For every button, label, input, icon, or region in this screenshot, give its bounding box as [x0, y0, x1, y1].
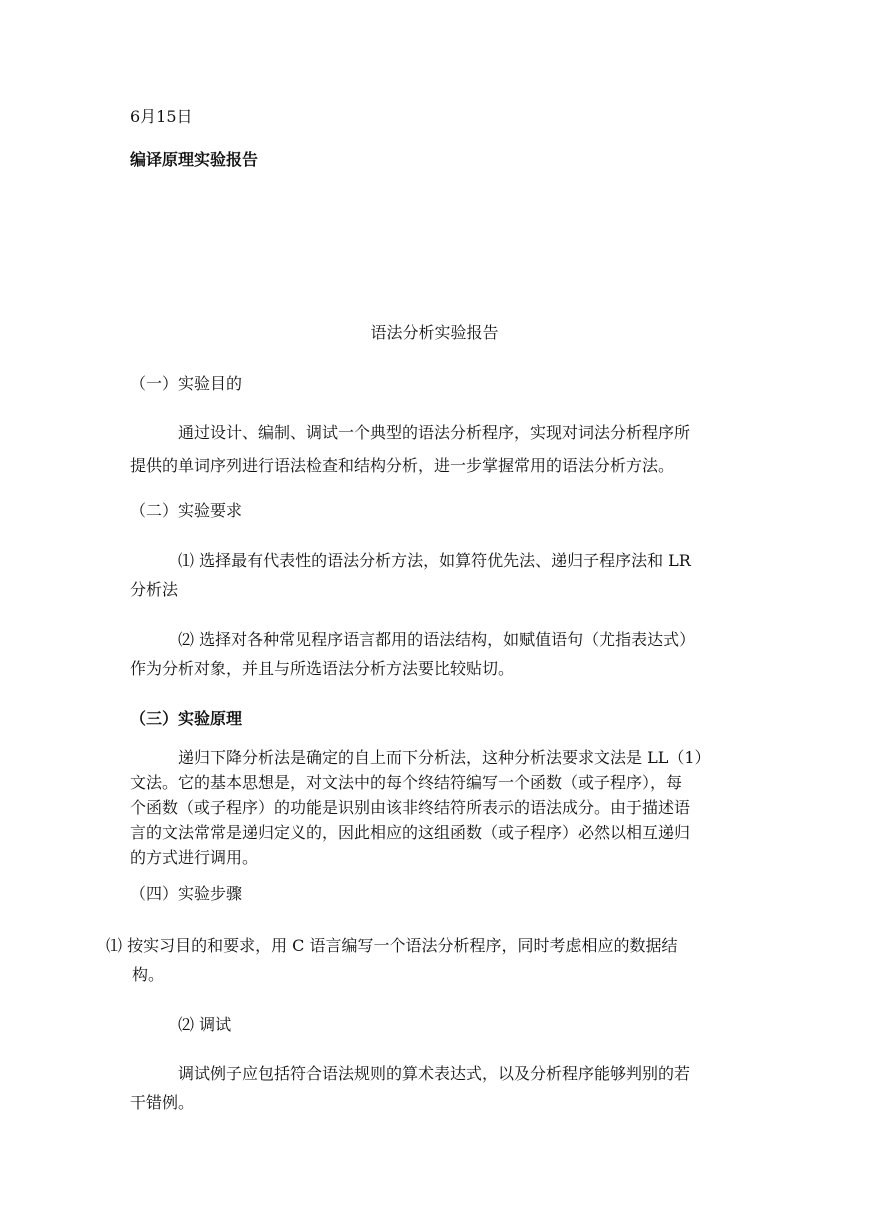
report-date: 6月15日 — [130, 107, 193, 126]
paragraph-line: ⑵ 选择对各种常见程序语言都用的语法结构，如赋值语句（尤指表达式） — [178, 630, 696, 649]
paragraph-line: 的方式进行调用。 — [130, 848, 259, 867]
paragraph-line: 个函数（或子程序）的功能是识别由该非终结符所表示的语法成分。由于描述语 — [130, 798, 691, 817]
paragraph-line: 作为分析对象，并且与所选语法分析方法要比较贴切。 — [130, 659, 515, 678]
principle-paragraph — [130, 745, 742, 870]
section-heading-principle: （三）实验原理 — [130, 709, 243, 728]
paragraph-line: 递归下降分析法是确定的自上而下分析法，这种分析法要求文法是 LL（1） — [178, 748, 711, 767]
paragraph-line: 干错例。 — [130, 1093, 195, 1112]
section-heading-requirements: （二）实验要求 — [130, 501, 243, 520]
paragraph-line: 分析法 — [130, 580, 179, 599]
paragraph-line: ⑴ 选择最有代表性的语法分析方法，如算符优先法、递归子程序法和 LR — [178, 551, 691, 570]
step-2-heading: ⑵ 调试 — [178, 1015, 232, 1034]
section-heading-purpose: （一）实验目的 — [130, 374, 243, 393]
report-header-title: 编译原理实验报告 — [130, 150, 259, 169]
paragraph-line: ⑴ 按实习目的和要求，用 C 语言编写一个语法分析程序，同时考虑相应的数据结 — [106, 936, 678, 955]
paragraph-line: 构。 — [132, 965, 165, 984]
step-2-paragraph — [130, 1061, 742, 1115]
paragraph-line: 言的文法常常是递归定义的，因此相应的这组函数（或子程序）必然以相互递归 — [130, 823, 691, 842]
section-heading-steps: （四）实验步骤 — [130, 884, 243, 903]
paragraph-line: 文法。它的基本思想是，对文法中的每个终结符编写一个函数（或子程序），每 — [130, 773, 683, 792]
step-1 — [106, 933, 746, 987]
requirement-item-1 — [130, 548, 742, 602]
page-title: 语法分析实验报告 — [370, 323, 499, 342]
paragraph-line: 提供的单词序列进行语法检查和结构分析，进一步掌握常用的语法分析方法。 — [130, 456, 675, 475]
paragraph-line: 通过设计、编制、调试一个典型的语法分析程序，实现对词法分析程序所 — [178, 423, 691, 442]
paragraph-line: 调试例子应包括符合语法规则的算术表达式，以及分析程序能够判别的若 — [178, 1064, 691, 1083]
requirement-item-2 — [130, 627, 742, 681]
purpose-paragraph — [130, 420, 742, 478]
